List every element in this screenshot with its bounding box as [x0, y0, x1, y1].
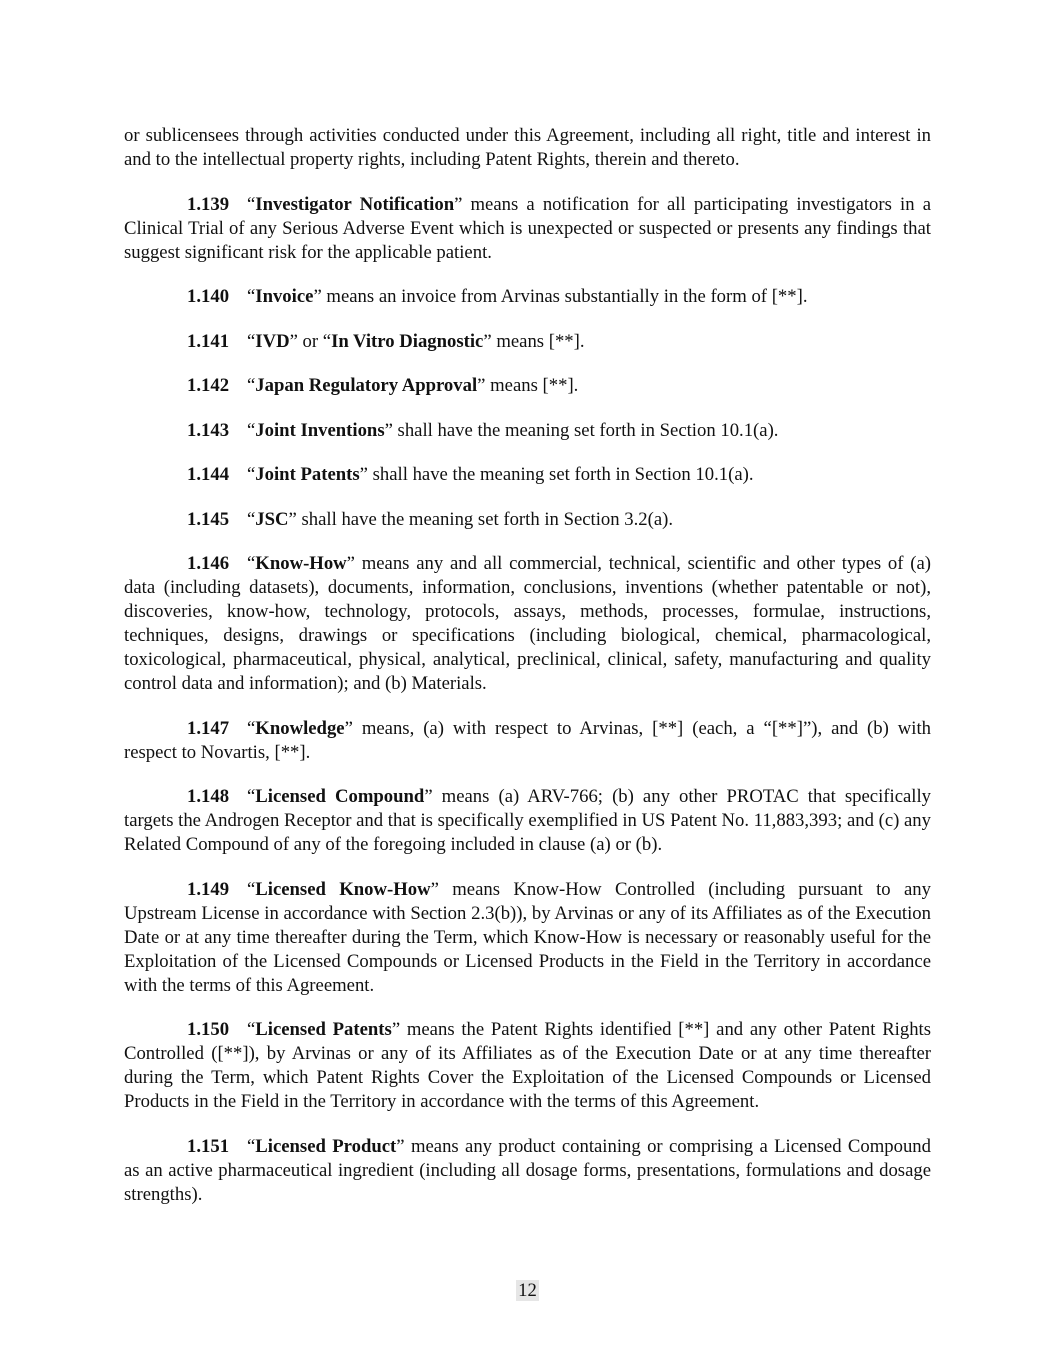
definition-number: 1.143 [187, 419, 230, 441]
defined-term: Invoice [255, 286, 314, 307]
definition-text: ” means [**]. [483, 330, 585, 352]
definition-text: ” shall have the meaning set forth in Section 10.1(a). [359, 464, 754, 485]
definition-1-151 [124, 1135, 931, 1207]
definition-text: ” means a notification for all participating investigators in a Clinical Trial of any Serious Adverse Event which is unexpected or suspected or presents any findings that suggest significant risk for the applicable patient. [124, 193, 931, 263]
definition-number: 1.139 [187, 193, 230, 215]
definition-text: ” means the Patent Rights identified [**] and any other Patent Rights Controlled ([**]), by Arvinas or any of its Affiliates as of the Execution Date or at any time thereafter during the Term, which Patent Rights Cover the Exploitation of the Licensed Compounds or Licensed Products in the Field in the Territory in accordance with the terms of this Agreement. [124, 1019, 931, 1112]
definition-text: ” shall have the meaning set forth in Section 10.1(a). [384, 419, 779, 441]
definition-text: “ [247, 464, 256, 485]
definition-text: “ [247, 717, 256, 739]
definition-1-141 [124, 330, 931, 354]
definition-1-148 [124, 785, 931, 857]
defined-term: Investigator Notification [255, 193, 455, 215]
defined-term: Joint Patents [255, 464, 360, 485]
definition-number: 1.149 [187, 878, 230, 900]
definition-text: “ [247, 375, 256, 396]
defined-term: Knowledge [255, 717, 345, 739]
definition-number: 1.148 [187, 786, 230, 807]
definition-text: ” means an invoice from Arvinas substantially in the form of [**]. [313, 286, 808, 307]
definition-number: 1.147 [187, 717, 230, 739]
defined-term: Joint Inventions [255, 419, 385, 441]
page-number-label: 12 [518, 1280, 537, 1301]
page-number [0, 1279, 1055, 1303]
defined-term: IVD [255, 330, 290, 352]
definition-1-150 [124, 1018, 931, 1114]
definition-1-140 [124, 285, 931, 309]
definition-text: “ [247, 878, 256, 900]
definition-text: ” means (a) ARV-766; (b) any other PROTAC that specifically targets the Androgen Receptor and that is specifically exemplified in US Patent No. 11,883,393; and (c) any Related Compound of any of the foregoing included in clause (a) or (b). [124, 786, 932, 855]
defined-term: Licensed Know-How [255, 878, 431, 900]
definition-number: 1.150 [187, 1019, 230, 1040]
defined-term: Licensed Product [255, 1135, 397, 1157]
page-body [124, 124, 931, 1227]
definitions-list [124, 193, 931, 1207]
definition-text: “ [247, 1019, 256, 1040]
definition-number: 1.146 [187, 553, 230, 574]
definition-1-149 [124, 878, 931, 998]
definition-text: ” means any and all commercial, technical, scientific and other types of (a) data (including datasets), documents, information, conclusions, inventions (whether patentable or not), discoveries, know-how, technology, protocols, assays, methods, processes, formulae, instructions, techniques, designs, drawings or specifications (including biological, chemical, pharmacological, toxicological, pharmaceutical, physical, analytical, preclinical, clinical, safety, manufacturing and quality control data and information); and (b) Materials. [124, 553, 931, 694]
defined-term: Licensed Patents [255, 1019, 392, 1040]
definition-text: “ [247, 330, 256, 352]
definition-text: “ [247, 508, 256, 530]
definition-text: ” means, (a) with respect to Arvinas, [**] (each, a “[**]”), and (b) with respect to Novartis, [**]. [124, 717, 931, 763]
defined-term: Licensed Compound [255, 786, 425, 807]
definition-1-143 [124, 419, 931, 443]
definition-1-142 [124, 374, 931, 398]
definition-text: “ [247, 193, 256, 215]
definition-text: “ [247, 786, 256, 807]
continuation-paragraph: or sublicensees through activities conducted under this Agreement, including all right, title and interest in and to the intellectual property rights, including Patent Rights, therein and thereto. [124, 125, 931, 170]
defined-term: In Vitro Diagnostic [331, 330, 484, 352]
definition-1-144 [124, 463, 931, 487]
definition-text: ” shall have the meaning set forth in Section 3.2(a). [288, 508, 674, 530]
definition-number: 1.145 [187, 508, 230, 530]
defined-term: Know-How [255, 553, 347, 574]
definition-text: ” means any product containing or comprising a Licensed Compound as an active pharmaceutical ingredient (including all dosage forms, presentations, formulations and dosage strengths). [124, 1135, 931, 1205]
definition-number: 1.151 [187, 1135, 230, 1157]
definition-text: “ [247, 286, 256, 307]
definition-text: ” means [**]. [477, 375, 579, 396]
definition-text: “ [247, 553, 256, 574]
definition-text: ” means Know-How Controlled (including pursuant to any Upstream License in accordance with Section 2.3(b)), by Arvinas or any of its Affiliates as of the Execution Date or at any time thereafter during the Term, which Know-How is necessary or reasonably useful for the Exploitation of the Licensed Compounds or Licensed Products in the Field in the Territory in accordance with the terms of this Agreement. [124, 878, 931, 996]
definition-number: 1.142 [187, 375, 230, 396]
defined-term: Japan Regulatory Approval [255, 375, 478, 396]
defined-term: JSC [255, 508, 289, 530]
definition-text: “ [247, 419, 256, 441]
definition-number: 1.141 [187, 330, 230, 352]
definition-text: “ [247, 1135, 256, 1157]
definition-1-145 [124, 508, 931, 532]
definition-1-139 [124, 193, 931, 265]
definition-text: ” or “ [289, 330, 332, 352]
definition-number: 1.144 [187, 464, 230, 485]
definition-1-146 [124, 552, 931, 696]
definition-number: 1.140 [187, 286, 230, 307]
definition-1-147 [124, 717, 931, 765]
